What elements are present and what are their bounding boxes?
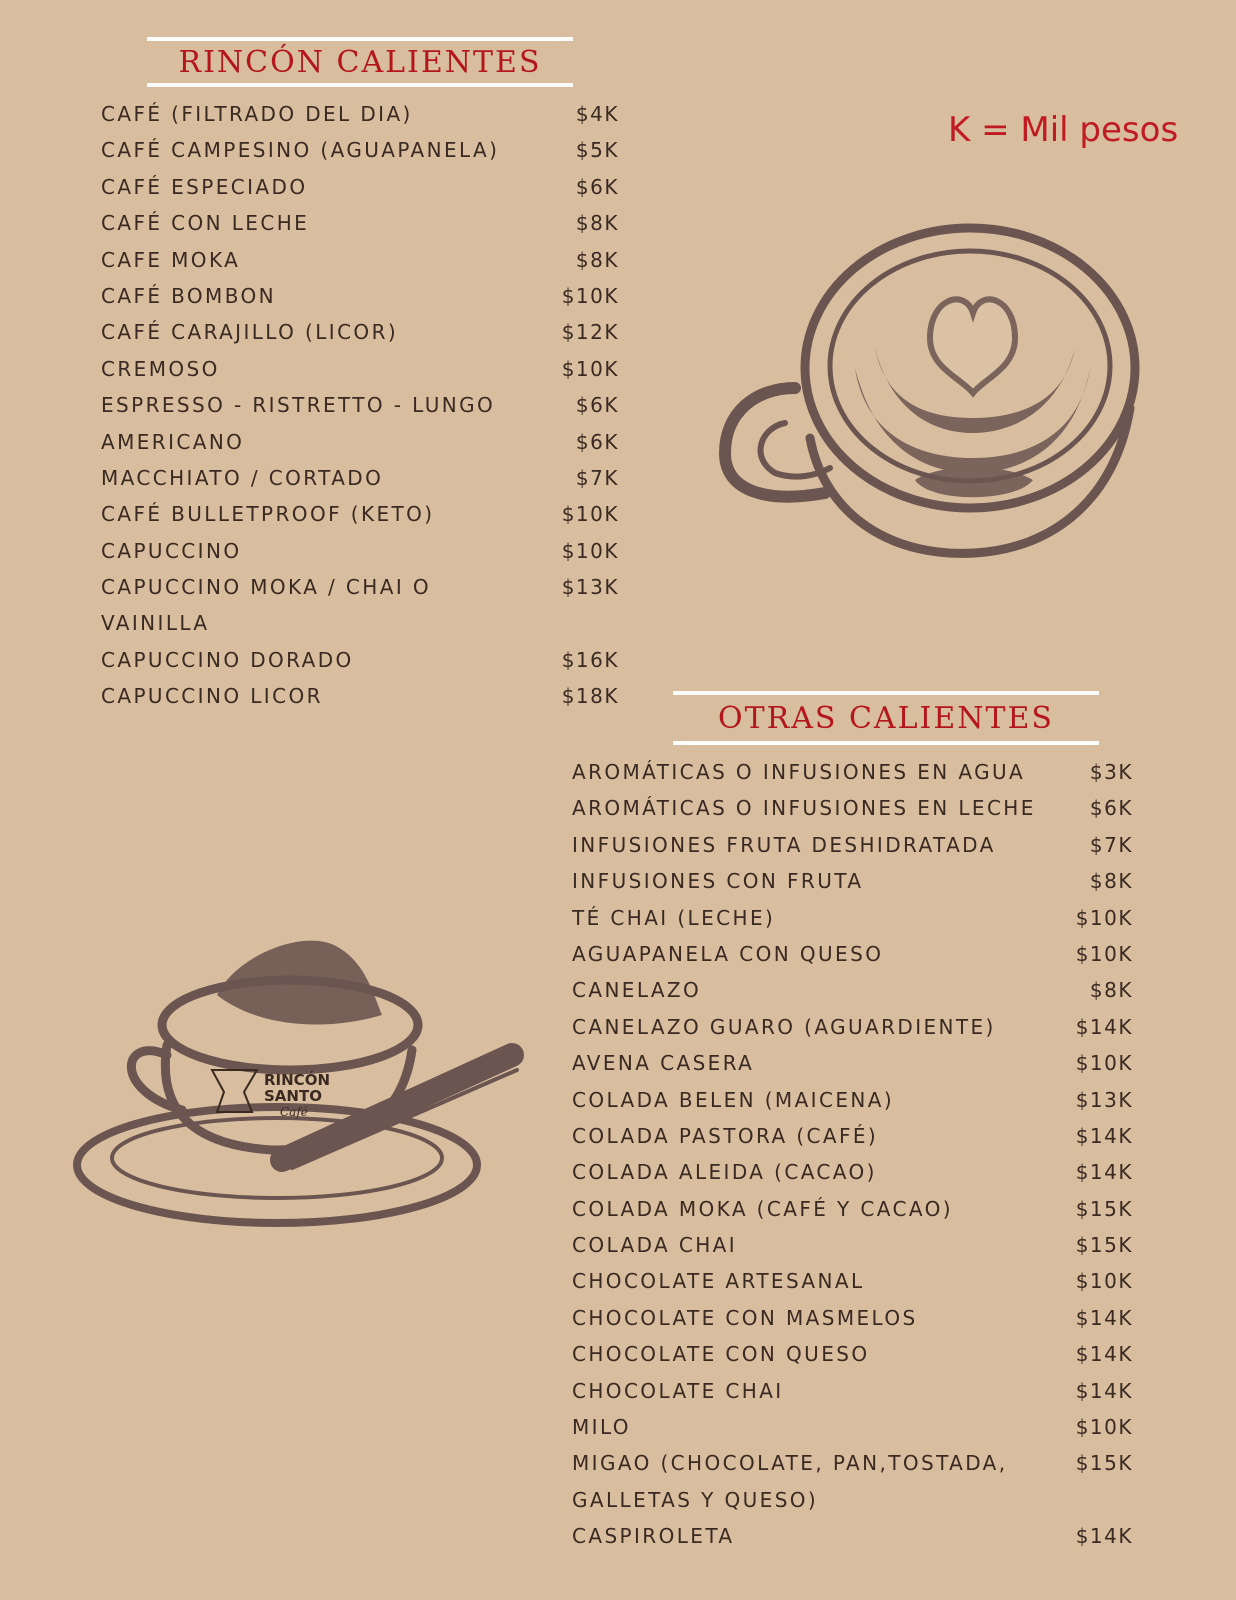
menu-item-name: COLADA ALEIDA (CACAO) [572, 1160, 877, 1185]
menu-item-name: MACCHIATO / CORTADO [101, 465, 384, 490]
menu-item-name: CREMOSO [101, 356, 220, 381]
menu-item [572, 1300, 1133, 1336]
menu-item-name: CAPUCCINO MOKA / CHAI O VAINILLA [101, 575, 432, 636]
menu-item [101, 496, 619, 532]
menu-item-name: AVENA CASERA [572, 1051, 755, 1076]
menu-item-name: AGUAPANELA CON QUESO [572, 941, 884, 966]
menu-item-name: CAFÉ BOMBON [101, 283, 276, 308]
menu-item [101, 205, 619, 241]
menu-item-name: COLADA BELEN (MAICENA) [572, 1087, 895, 1112]
menu-item-name: MIGAO (CHOCOLATE, PAN,TOSTADA, GALLETAS Y QUESO) [572, 1451, 1008, 1512]
menu-item-price: $6K [1089, 796, 1133, 821]
currency-note: K = Mil pesos [948, 110, 1179, 150]
menu-item [101, 569, 619, 642]
menu-item [572, 936, 1133, 972]
menu-item-price: $13K [1075, 1087, 1133, 1112]
menu-item [572, 1373, 1133, 1409]
menu-item [101, 169, 619, 205]
menu-item [101, 242, 619, 278]
menu-item-price: $10K [561, 502, 619, 527]
menu-item-name: CHOCOLATE CHAI [572, 1378, 784, 1403]
menu-item [101, 351, 619, 387]
menu-item-price: $3K [1089, 760, 1133, 784]
menu-item-price: $14K [1075, 1014, 1133, 1039]
menu-item [101, 96, 619, 132]
menu-item [572, 1154, 1133, 1190]
menu-item [572, 1118, 1133, 1154]
section-title-rincon-calientes: RINCÓN CALIENTES [147, 37, 573, 87]
menu-item-price: $4K [575, 102, 619, 126]
section-title-otras-calientes: OTRAS CALIENTES [673, 691, 1099, 745]
menu-item-name: COLADA CHAI [572, 1233, 738, 1258]
menu-item-price: $10K [1075, 1051, 1133, 1076]
menu-item-price: $6K [575, 429, 619, 454]
menu-item-name: CAFE MOKA [101, 247, 241, 272]
menu-item-price: $10K [561, 283, 619, 308]
menu-item-name: CAPUCCINO DORADO [101, 647, 354, 672]
menu-item-price: $16K [561, 647, 619, 672]
menu-item-price: $8K [1089, 869, 1133, 894]
menu-item-price: $6K [575, 174, 619, 199]
menu-item-price: $6K [575, 393, 619, 418]
menu-item-name: CAPUCCINO LICOR [101, 684, 323, 709]
menu-item [572, 972, 1133, 1008]
menu-list-rincon-calientes [101, 96, 619, 715]
menu-item-price: $8K [575, 247, 619, 272]
menu-item-name: ESPRESSO - RISTRETTO - LUNGO [101, 393, 496, 418]
menu-item-name: INFUSIONES CON FRUTA [572, 869, 864, 894]
menu-item-price: $14K [1075, 1123, 1133, 1148]
menu-item-price: $8K [1089, 978, 1133, 1003]
menu-list-otras-calientes [572, 754, 1133, 1555]
menu-item [101, 314, 619, 350]
menu-item-name: CAFÉ ESPECIADO [101, 174, 308, 199]
menu-item-price: $8K [575, 211, 619, 236]
menu-item [101, 278, 619, 314]
menu-item-price: $7K [1089, 832, 1133, 857]
menu-item [101, 533, 619, 569]
menu-item [572, 1409, 1133, 1445]
menu-item-price: $18K [561, 684, 619, 709]
menu-item [572, 790, 1133, 826]
menu-item-name: CAFÉ (FILTRADO DEL DIA) [101, 102, 413, 126]
menu-item-price: $14K [1075, 1524, 1133, 1549]
menu-item-name: CAFÉ CARAJILLO (LICOR) [101, 320, 399, 345]
menu-item [572, 754, 1133, 790]
menu-item-name: CAFÉ BULLETPROOF (KETO) [101, 502, 435, 527]
menu-item-price: $14K [1075, 1305, 1133, 1330]
menu-item-name: CAFÉ CAMPESINO (AGUAPANELA) [101, 138, 500, 163]
menu-item [572, 1518, 1133, 1554]
menu-item-price: $15K [1075, 1196, 1133, 1221]
logo-text-line3: Café [280, 1105, 308, 1119]
menu-item [101, 678, 619, 714]
menu-item-price: $10K [561, 356, 619, 381]
latte-cup-illustration [715, 218, 1147, 568]
menu-item-name: CANELAZO GUARO (AGUARDIENTE) [572, 1014, 996, 1039]
menu-item [572, 1045, 1133, 1081]
menu-item [572, 1445, 1133, 1518]
menu-item [101, 460, 619, 496]
menu-item [101, 387, 619, 423]
menu-item [572, 1191, 1133, 1227]
logo-text-line1: RINCÓN [264, 1071, 330, 1089]
menu-item-price: $14K [1075, 1342, 1133, 1367]
menu-item-name: INFUSIONES FRUTA DESHIDRATADA [572, 832, 996, 857]
menu-item-name: CHOCOLATE CON QUESO [572, 1342, 870, 1367]
menu-item [572, 863, 1133, 899]
menu-item-name: AROMÁTICAS O INFUSIONES EN LECHE [572, 796, 1036, 821]
menu-item-price: $10K [1075, 1415, 1133, 1440]
menu-item-name: CAPUCCINO [101, 538, 242, 563]
menu-item [572, 1336, 1133, 1372]
menu-item [101, 642, 619, 678]
menu-item-price: $10K [1075, 941, 1133, 966]
logo-text-line2: SANTO [264, 1087, 322, 1105]
cappuccino-cup-illustration [72, 930, 534, 1230]
menu-item-price: $10K [1075, 905, 1133, 930]
menu-item-price: $7K [575, 465, 619, 490]
menu-item-price: $13K [561, 575, 619, 600]
menu-item-name: COLADA MOKA (CAFÉ Y CACAO) [572, 1196, 953, 1221]
menu-item-name: COLADA PASTORA (CAFÉ) [572, 1123, 879, 1148]
menu-item-name: AROMÁTICAS O INFUSIONES EN AGUA [572, 760, 1026, 784]
menu-item-price: $10K [1075, 1269, 1133, 1294]
menu-item-name: CHOCOLATE ARTESANAL [572, 1269, 865, 1294]
menu-item-price: $10K [561, 538, 619, 563]
menu-item [572, 900, 1133, 936]
menu-item-name: MILO [572, 1415, 631, 1440]
menu-item [572, 1009, 1133, 1045]
menu-item-name: AMERICANO [101, 429, 245, 454]
menu-item-name: CANELAZO [572, 978, 702, 1003]
menu-item [572, 1263, 1133, 1299]
menu-item [572, 1227, 1133, 1263]
menu-item-name: TÉ CHAI (LECHE) [572, 905, 776, 930]
menu-item-price: $15K [1075, 1233, 1133, 1258]
menu-item [572, 1082, 1133, 1118]
menu-item-name: CASPIROLETA [572, 1524, 735, 1549]
menu-item-price: $14K [1075, 1160, 1133, 1185]
menu-item-price: $5K [575, 138, 619, 163]
menu-item-price: $15K [1075, 1451, 1133, 1476]
menu-item-name: CHOCOLATE CON MASMELOS [572, 1305, 918, 1330]
menu-item-name: CAFÉ CON LECHE [101, 211, 310, 236]
menu-item-price: $14K [1075, 1378, 1133, 1403]
menu-item [101, 132, 619, 168]
menu-item-price: $12K [561, 320, 619, 345]
menu-item [572, 827, 1133, 863]
menu-item [101, 424, 619, 460]
